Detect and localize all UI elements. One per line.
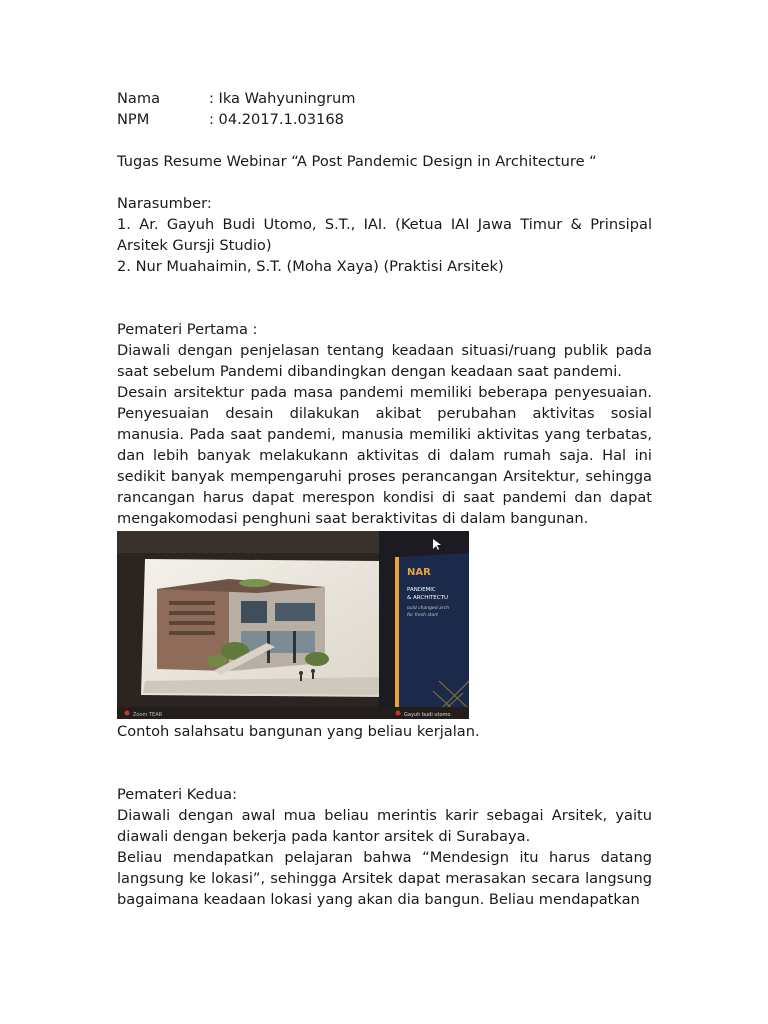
document-body <box>117 88 652 910</box>
speakers-heading: Narasumber: <box>117 195 212 212</box>
first-speaker-paragraph-2: Desain arsitektur pada masa pandemi memiliki beberapa penyesuaian. Penyesuaian desain dilakukan akibat perubahan aktivitas sosial manusia. Pada saat pandemi, manusia memiliki aktivitas yang terbatas, dan lebih banyak melakukann aktivitas di dalam rumah saja. Hal ini sedikit banyak mempengaruhi proses perancangan Arsitektur, sehingga rancangan harus dapat merespon kondisi di saat pandemi dan dapat mengakomodasi penghuni saat beraktivitas di dalam bangunan. <box>117 384 652 527</box>
npm-row <box>117 109 652 130</box>
building-render-illustration <box>117 531 469 719</box>
speaker-item-1: 1. Ar. Gayuh Budi Utomo, S.T., IAI. (Ketua IAI Jawa Timur & Prinsipal Arsitek Gursji Studio) <box>117 216 652 254</box>
zoom-record-icon <box>125 711 130 716</box>
zoom-label: Zoom TEAR <box>133 712 163 718</box>
name-value: : Ika Wahyuningrum <box>209 90 356 107</box>
photo-caption: Contoh salahsatu bangunan yang beliau kerjalan. <box>117 723 480 740</box>
banner-line-1: PANDEMIC <box>407 587 436 593</box>
second-speaker-paragraph-2: Beliau mendapatkan pelajaran bahwa “Mendesign itu harus datang langsung ke lokasi”, sehingga Arsitek dapat merasakan secara langsung bagaimana keadaan lokasi yang akan dia bangun. Beliau mendapatkan <box>117 849 652 908</box>
webinar-screenshot-photo <box>117 531 469 719</box>
speaker-tag: Gayuh budi utomo <box>404 712 451 718</box>
npm-label: NPM <box>117 111 150 128</box>
banner-title: NAR <box>407 567 431 578</box>
name-label: Nama <box>117 90 161 107</box>
document-title: Tugas Resume Webinar “A Post Pandemic Design in Architecture “ <box>117 153 597 170</box>
banner-small-2: for fresh start <box>407 613 438 618</box>
speaker-item-2: 2. Nur Muahaimin, S.T. (Moha Xaya) (Praktisi Arsitek) <box>117 258 504 275</box>
first-speaker-heading: Pemateri Pertama : <box>117 321 258 338</box>
name-row <box>117 88 652 109</box>
banner-line-2: & ARCHITECTU <box>407 595 449 601</box>
second-speaker-heading: Pemateri Kedua: <box>117 786 238 803</box>
first-speaker-paragraph-1: Diawali dengan penjelasan tentang keadaan situasi/ruang publik pada saat sebelum Pandemi dibandingkan dengan keadaan saat pandemi. <box>117 342 652 380</box>
banner-small-1: ould changed arch <box>407 606 449 611</box>
mic-muted-icon <box>396 711 401 716</box>
second-speaker-paragraph-1: Diawali dengan awal mua beliau merintis karir sebagai Arsitek, yaitu diawali dengan bekerja pada kantor arsitek di Surabaya. <box>117 807 652 845</box>
npm-value: : 04.2017.1.03168 <box>209 111 344 128</box>
